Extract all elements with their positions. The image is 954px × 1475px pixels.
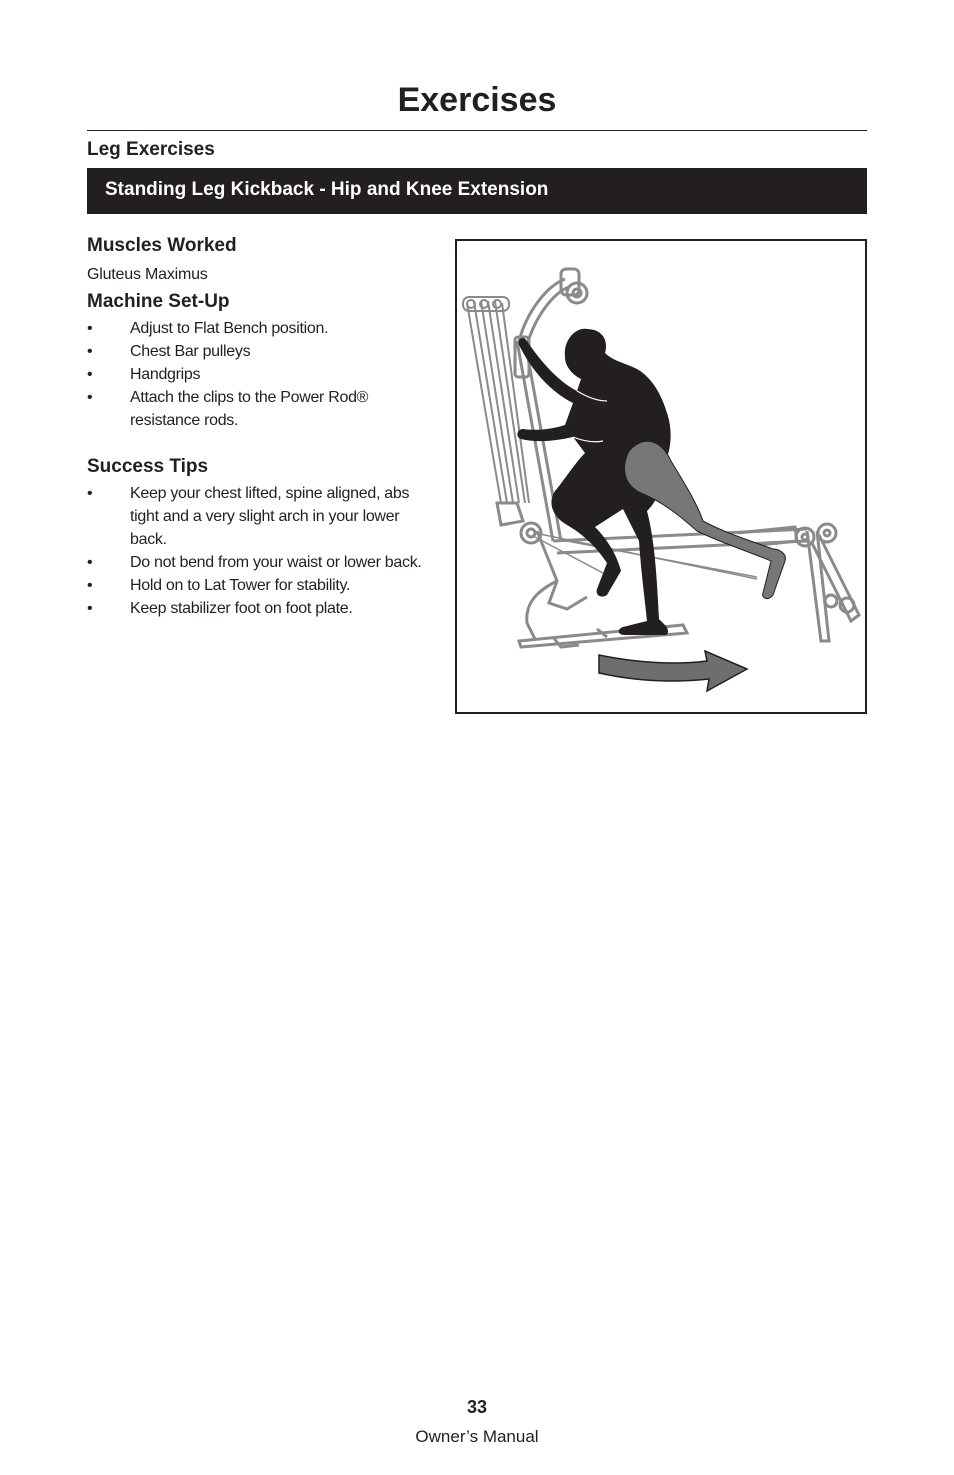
title-divider bbox=[87, 130, 867, 131]
bullet-icon: • bbox=[87, 577, 93, 594]
machine-setup-list bbox=[87, 317, 432, 432]
page-number: 33 bbox=[466, 1397, 488, 1417]
list-item bbox=[87, 386, 432, 432]
list-item-text: Do not bend from your waist or lower back. bbox=[130, 554, 422, 571]
success-tips-heading: Success Tips bbox=[87, 456, 209, 477]
list-item bbox=[87, 482, 432, 551]
section-heading: Leg Exercises bbox=[87, 139, 215, 160]
bullet-icon: • bbox=[87, 343, 93, 360]
list-item-text: Keep stabilizer foot on foot plate. bbox=[130, 600, 353, 617]
success-tips-list bbox=[87, 482, 432, 620]
list-item-text: Hold on to Lat Tower for stability. bbox=[130, 577, 351, 594]
bullet-icon: • bbox=[87, 389, 93, 406]
list-item-text: Chest Bar pulleys bbox=[130, 343, 251, 360]
bullet-icon: • bbox=[87, 485, 93, 502]
machine-base-icon bbox=[519, 524, 859, 647]
list-item bbox=[87, 340, 432, 363]
list-item bbox=[87, 574, 432, 597]
bullet-icon: • bbox=[87, 600, 93, 617]
bullet-icon: • bbox=[87, 320, 93, 337]
list-item bbox=[87, 597, 432, 620]
page-title: Exercises bbox=[397, 81, 557, 119]
footer-label: Owner’s Manual bbox=[415, 1427, 539, 1446]
exercise-illustration-frame bbox=[455, 239, 867, 714]
list-item-text: Adjust to Flat Bench position. bbox=[130, 320, 329, 337]
power-rods-icon bbox=[463, 297, 529, 503]
muscles-worked-heading: Muscles Worked bbox=[87, 235, 237, 256]
list-item bbox=[87, 317, 432, 340]
list-item bbox=[87, 551, 432, 574]
list-item-text: Handgrips bbox=[130, 366, 201, 383]
exerciser-figure-icon bbox=[517, 329, 785, 635]
bullet-icon: • bbox=[87, 554, 93, 571]
bullet-icon: • bbox=[87, 366, 93, 383]
list-item-text: Keep your chest lifted, spine aligned, abs tight and a very slight arch in your lower back. bbox=[130, 485, 410, 548]
instructions-column bbox=[87, 234, 432, 620]
exercise-title-bar bbox=[87, 168, 867, 214]
list-item bbox=[87, 363, 432, 386]
leg-kickback-illustration-icon bbox=[457, 241, 865, 712]
muscles-worked-text: Gluteus Maximus bbox=[87, 266, 208, 283]
list-item-text: Attach the clips to the Power Rod® resistance rods. bbox=[130, 389, 369, 429]
exercise-title: Standing Leg Kickback - Hip and Knee Extension bbox=[105, 179, 549, 200]
motion-arrow-icon bbox=[599, 651, 747, 691]
machine-setup-heading: Machine Set-Up bbox=[87, 291, 230, 312]
